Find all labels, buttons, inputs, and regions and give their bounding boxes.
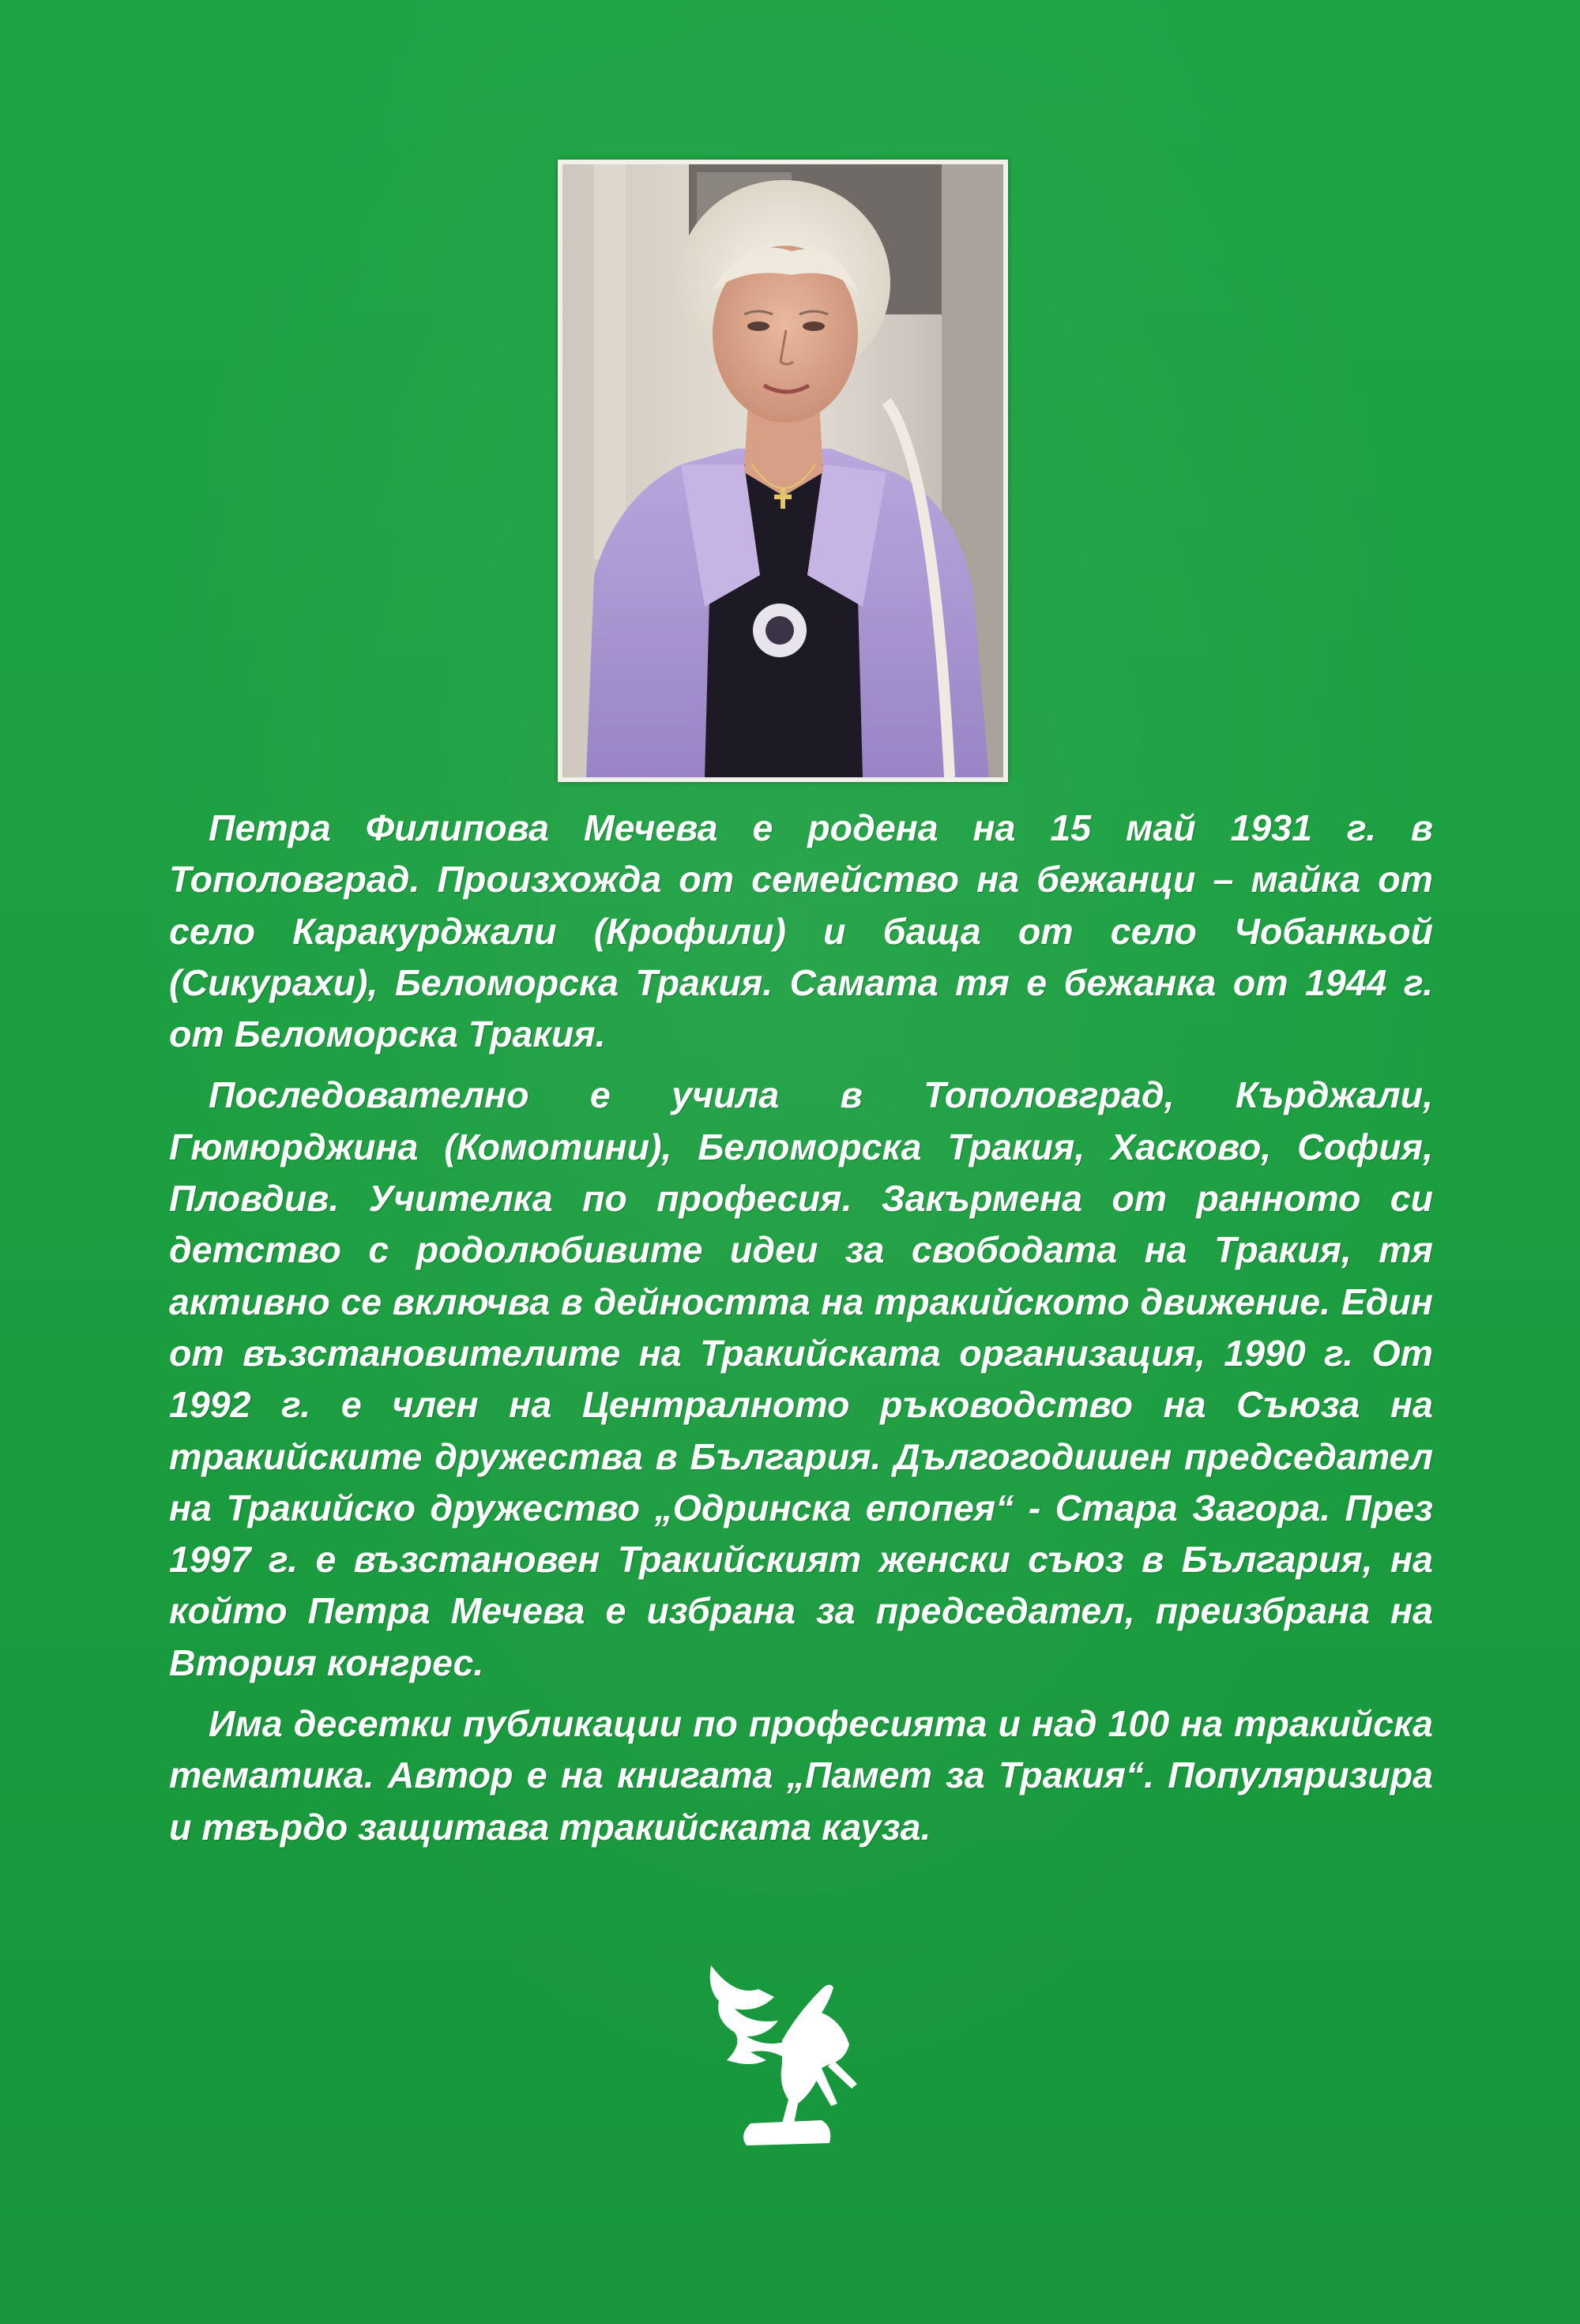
- bio-paragraph: Последователно е учила в Тополовград, Кърджали, Гюмюрджина (Комотини), Беломорска Тракия, Хасково, София, Пловдив. Учителка по професия. Закърмена от ранното си детство с родолюбивите идеи за свободата на Тракия, тя активно се включва в дейността на тракийското движение. Един от възстановителите на Тракийската организация, 1990 г. От 1992 г. е член на Централното ръководство на Съюза на тракийските дружества в България. Дългогодишен председател на Тракийско дружество „Одринска епопея“ - Стара Загора. През 1997 г. е възстановен Тракийският женски съюз в България, на който Петра Мечева е избрана за председател, преизбрана на Втория конгрес.: [169, 1074, 1433, 1683]
- bio-paragraph: Има десетки публикации по професията и над 100 на тракийска тематика. Автор е на книгата „Памет за Тракия“. Популяризира и твърдо защитава тракийската кауза.: [169, 1703, 1433, 1848]
- publisher-logo: [703, 1965, 861, 2147]
- author-biography: [169, 803, 1433, 1853]
- author-photo: [558, 160, 1008, 782]
- winged-horse-logo-icon: [703, 1965, 861, 2147]
- bio-paragraph: Петра Филипова Мечева е родена на 15 май 1931 г. в Тополовград. Произхожда от семейство на бежанци – майка от село Каракурджали (Крофили) и баща от село Чобанкьой (Сикурахи), Беломорска Тракия. Самата тя е бежанка от 1944 г. от Беломорска Тракия.: [169, 807, 1433, 1055]
- author-portrait-icon: [562, 164, 1003, 777]
